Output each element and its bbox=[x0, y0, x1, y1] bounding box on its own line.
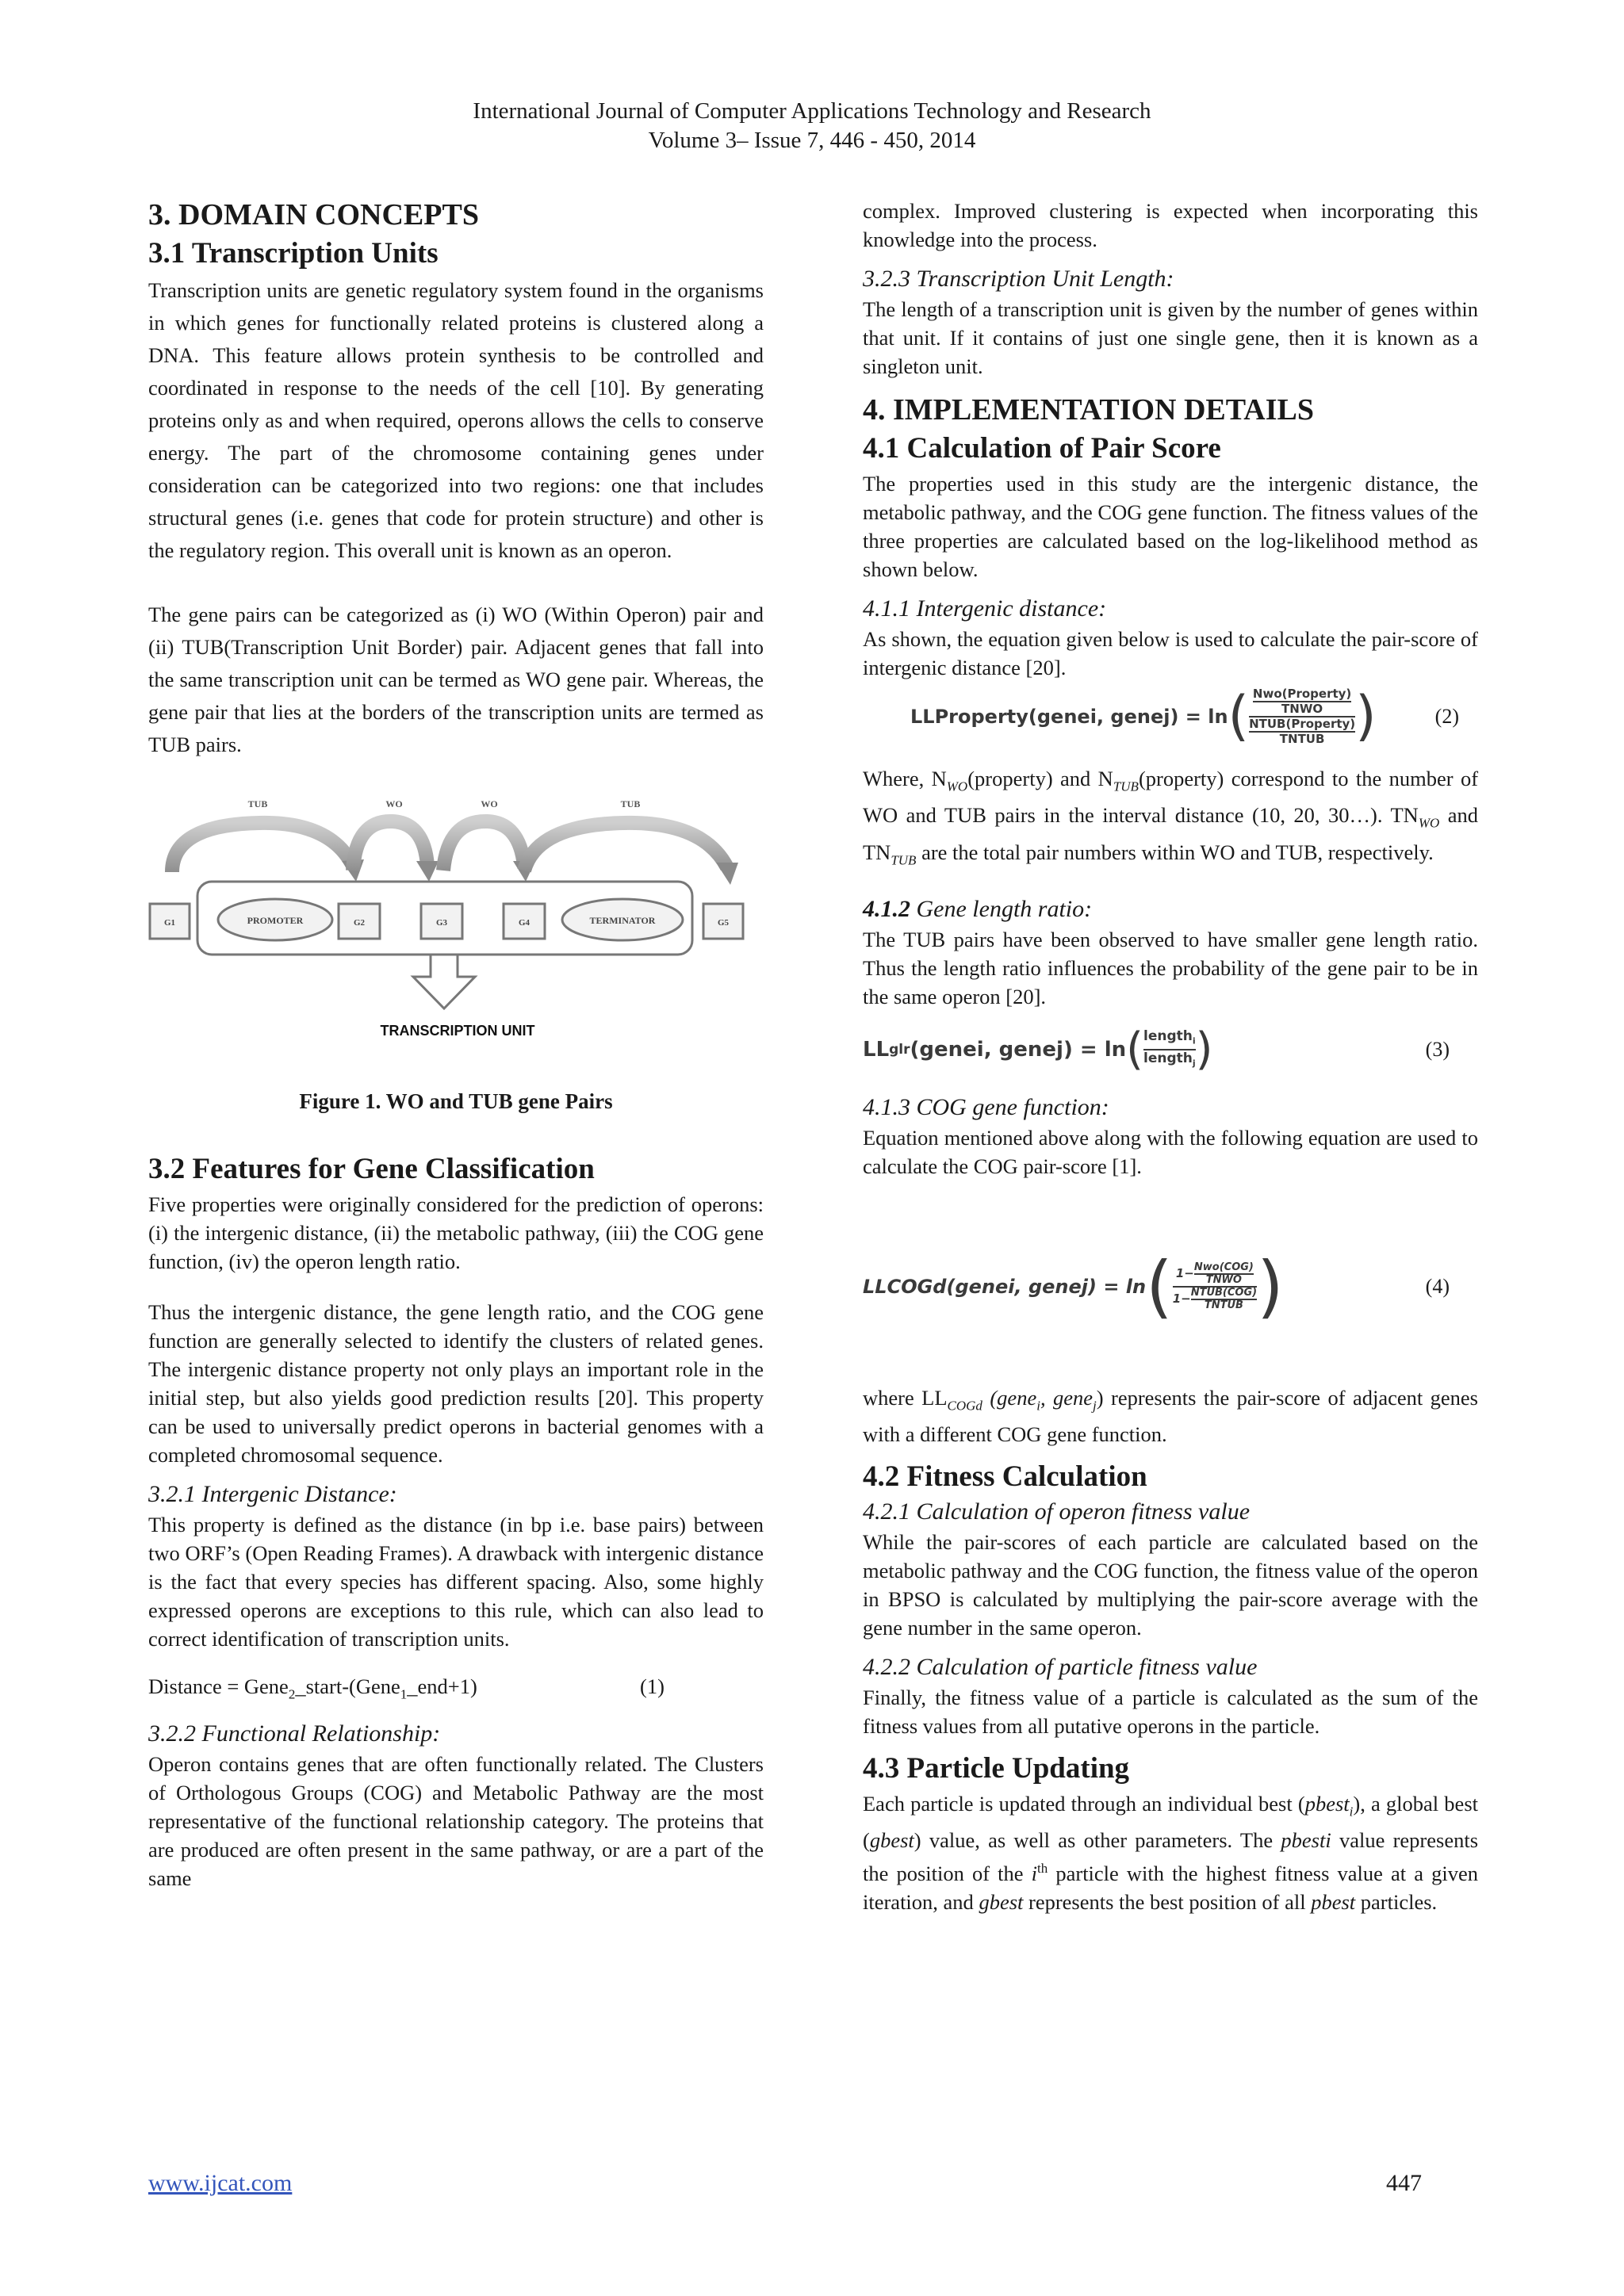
arc-wo-left bbox=[353, 821, 427, 871]
section-4-1-3-heading: 4.1.3 COG gene function: bbox=[863, 1093, 1109, 1120]
section-4-heading: 4. IMPLEMENTATION DETAILS bbox=[863, 393, 1315, 427]
gene-label-g4: G4 bbox=[518, 918, 530, 928]
section-4-2-heading: 4.2 Fitness Calculation bbox=[863, 1460, 1147, 1494]
section-3-2-2-heading: 3.2.2 Functional Relationship: bbox=[148, 1720, 441, 1747]
journal-volume: Volume 3– Issue 7, 446 - 450, 2014 bbox=[648, 128, 976, 153]
equation-4-number: (4) bbox=[1425, 1274, 1450, 1298]
figure-1 bbox=[148, 793, 764, 1078]
journal-title: International Journal of Computer Applications Technology and Research bbox=[473, 98, 1151, 124]
section-4-2-2-heading: 4.2.2 Calculation of particle fitness value bbox=[863, 1654, 1258, 1681]
left-column bbox=[148, 197, 764, 1904]
section-3-2-paragraph-2: Thus the intergenic distance, the gene length ratio, and the COG gene function are generally selected to identify the clusters of related genes. The intergenic distance property not only plays an important role in the initial step, but also yields good prediction results [20]. This property can be used to universally predict operons in bacterial genomes with a completed chromosomal sequence. bbox=[148, 1300, 764, 1467]
promoter-label: PROMOTER bbox=[247, 915, 304, 926]
page-header bbox=[0, 97, 1624, 155]
section-3-2-3-heading: 3.2.3 Transcription Unit Length: bbox=[863, 266, 1174, 292]
section-3-2-3-paragraph: The length of a transcription unit is given by the number of genes within that unit. If it contains of just one single gene, then it is known as a singleton unit. bbox=[863, 297, 1478, 378]
figure-1-caption: Figure 1. WO and TUB gene Pairs bbox=[299, 1089, 613, 1113]
where-2-paragraph: where $LL_{COGd}$ (gene$_i$, gene$_j$) represents the pair-score of adjacent genes with a different COG gene function. bbox=[863, 1385, 1478, 1447]
equation-3-number: (3) bbox=[1425, 1037, 1450, 1061]
section-4-1-2-heading: 4.1.2 Gene length ratio: bbox=[863, 895, 1093, 922]
section-3-heading: 3. DOMAIN CONCEPTS bbox=[148, 198, 479, 232]
section-3-2-heading: 3.2 Features for Gene Classification bbox=[148, 1153, 595, 1185]
arc-label-wo-2: WO bbox=[481, 798, 498, 809]
unit-down-arrow bbox=[413, 955, 475, 1008]
section-3-2-paragraph-1: Five properties were originally considered for the prediction of operons: (i) the intergenic distance, (ii) the metabolic pathway, (iii) the COG gene function, (iv) the operon length ratio. bbox=[148, 1192, 764, 1273]
section-4-1-3-paragraph: Equation mentioned above along with the following equation are used to calculate the COG pair-score [1]. bbox=[863, 1125, 1478, 1178]
gene-label-g3: G3 bbox=[435, 918, 448, 928]
arc-label-tub-1: TUB bbox=[247, 798, 268, 809]
arc-wo-left-head bbox=[416, 861, 439, 882]
equation-1: Distance = Gene$_2$_start-(Gene$_1$_end+1) (1) bbox=[148, 1672, 764, 1709]
arc-tub-right bbox=[524, 823, 727, 871]
section-4-2-1-paragraph: While the pair-scores of each particle are calculated based on the metabolic pathway and the COG function, the fitness value of the operon in BPSO is calculated by multiplying the pair-score average with the gene number in the same operon. bbox=[863, 1530, 1478, 1640]
section-4-3-paragraph: Each particle is updated through an individual best (pbest$_i$), a global best (gbest) value, as well as other parameters. The pbesti value represents the position of the $i^{th}$ particle with the highest fitness value at a given iteration, and gbest represents the best position of all pbest particles. bbox=[863, 1792, 1479, 1915]
journal-website-link[interactable]: www.ijcat.com bbox=[148, 2170, 293, 2196]
section-4-1-paragraph: The properties used in this study are the intergenic distance, the metabolic pathway, and the COG gene function. The fitness values of the three properties are calculated based on the log-likelihood method as shown below. bbox=[863, 472, 1478, 581]
equation-2: LLProperty(genei, genej) = ln ( $\frac{\frac{\text{Nwo(Property)}}{\text{TNWO}}}{\frac{\text{NTUB(Property)}}{\text{TNTUB}}}$ ) (2) bbox=[910, 685, 1459, 748]
section-4-1-1-paragraph: As shown, the equation given below is used to calculate the pair-score of intergenic distance [20]. bbox=[863, 627, 1478, 679]
arc-wo-right bbox=[443, 821, 524, 871]
terminator-label: TERMINATOR bbox=[589, 915, 656, 926]
section-4-2-2-paragraph: Finally, the fitness value of a particle is calculated as the sum of the fitness values from all putative operons in the particle. bbox=[863, 1686, 1478, 1739]
where-paragraph: Where, $N_{WO}(property)$ and $N_{TUB}(property)$ correspond to the number of WO and TUB pairs in the interval distance (10, 20, 30…). $TN_{WO}$ and $TN_{TUB}$ are the total pair numbers within WO and TUB, respectively. bbox=[863, 767, 1479, 867]
equation-1-number: (1) bbox=[640, 1674, 665, 1698]
gene-label-g2: G2 bbox=[353, 918, 366, 928]
equation-4: LLCOGd(genei, genej) = ln ( 1− $\frac{\text{Nwo(COG)}}{\text{TNWO}}$ 1− $\frac{\text{NTUB(COG)}}{\text{TNTUB}}$ ) (4) bbox=[863, 1246, 1450, 1326]
section-4-2-1-heading: 4.2.1 Calculation of operon fitness value bbox=[863, 1498, 1251, 1525]
gene-label-g5: G5 bbox=[717, 918, 730, 928]
right-column bbox=[863, 197, 1478, 1927]
section-3-2-1-paragraph: This property is defined as the distance (in bp i.e. base pairs) between two ORF’s (Open Reading Frames). A drawback with intergenic distance is the fact that every species has different spacing. Also, some highly expressed operons are exceptions to this rule, which can also lead to correct identification of transcription units. bbox=[148, 1513, 764, 1651]
page-number: 447 bbox=[1386, 2170, 1422, 2196]
transcription-unit-label: TRANSCRIPTION UNIT bbox=[380, 1023, 535, 1039]
section-3-1-paragraph-2: The gene pairs can be categorized as (i) WO (Within Operon) pair and (ii) TUB(Transcription Unit Border) pair. Adjacent genes that fall into the same transcription unit can be termed as WO gene pair. Whereas, the gene pair that lies at the borders of the transcription units are termed as TUB pairs. bbox=[148, 603, 764, 756]
arc-label-wo-1: WO bbox=[385, 798, 403, 809]
arc-tub-right-head bbox=[716, 863, 738, 885]
wo-tub-diagram bbox=[148, 793, 764, 1078]
section-4-1-heading: 4.1 Calculation of Pair Score bbox=[863, 432, 1221, 465]
section-3-1-heading: 3.1 Transcription Units bbox=[148, 237, 439, 270]
equation-3: LL glr (genei, genej) = ln ( $\frac{length_i}{length_j}$ ) (3) bbox=[863, 1023, 1450, 1075]
section-3-1-paragraph-1: Transcription units are genetic regulatory system found in the organisms in which genes for functionally related proteins is clustered along a DNA. This feature allows protein synthesis to be controlled and coordinated in response to the needs of the cell [10]. By generating proteins only as and when required, operons allows the cells to conserve energy. The part of the chromosome containing genes under consideration can be categorized into two regions: one that includes structural genes (i.e. genes that code for protein structure) and other is the regulatory region. This overall unit is known as an operon. bbox=[148, 278, 764, 562]
arc-label-tub-2: TUB bbox=[620, 798, 641, 809]
gene-label-g1: G1 bbox=[163, 918, 176, 928]
arc-tub-left bbox=[172, 823, 353, 872]
section-3-2-2-paragraph: Operon contains genes that are often functionally related. The Clusters of Orthologous Groups (COG) and Metabolic Pathway are the most representative of the functional relationship category. The proteins that are produced are often present in the same pathway, or are a part of the same bbox=[148, 1752, 764, 1891]
section-4-1-2-paragraph: The TUB pairs have been observed to have smaller gene length ratio. Thus the length ratio influences the probability of the gene pair to be in the same operon [20]. bbox=[863, 927, 1478, 1008]
section-3-2-1-heading: 3.2.1 Intergenic Distance: bbox=[148, 1481, 397, 1507]
section-4-1-1-heading: 4.1.1 Intergenic distance: bbox=[863, 595, 1107, 622]
equation-2-number: (2) bbox=[1434, 705, 1459, 728]
section-4-3-heading: 4.3 Particle Updating bbox=[863, 1752, 1130, 1785]
continued-paragraph: complex. Improved clustering is expected when incorporating this knowledge into the process. bbox=[863, 199, 1478, 251]
